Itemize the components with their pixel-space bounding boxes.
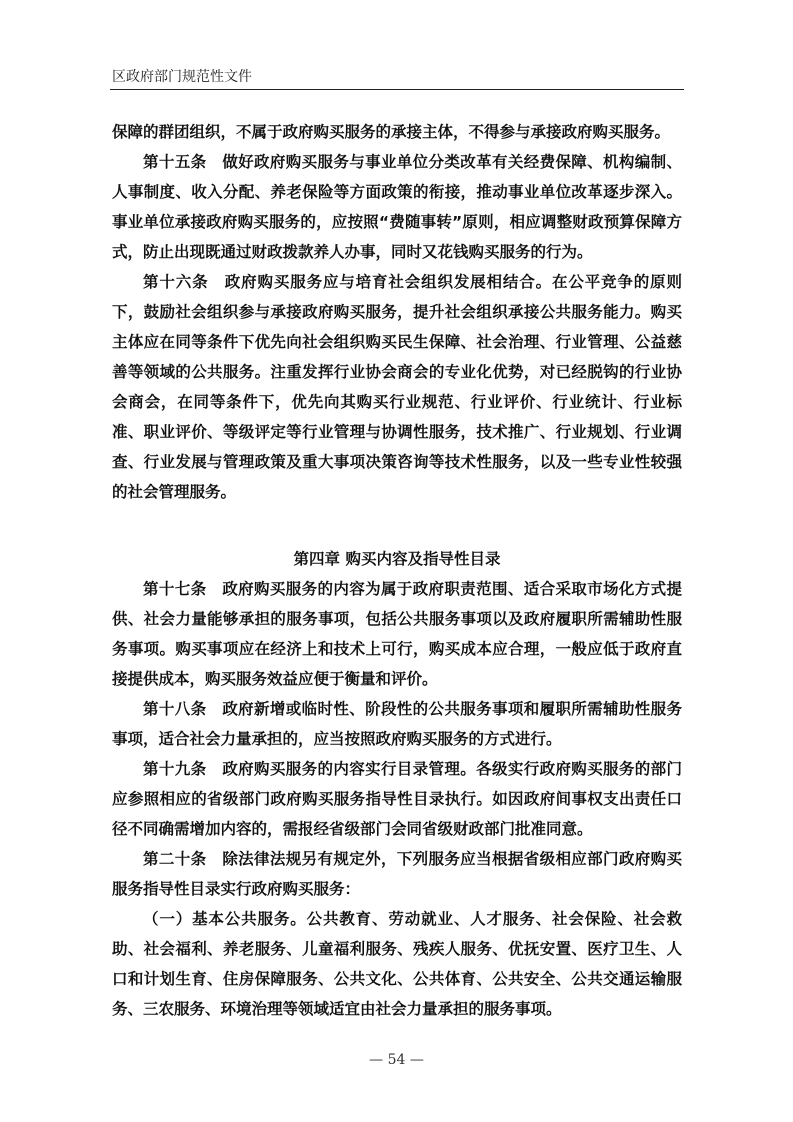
- article-16: 第十六条 政府购买服务应与培育社会组织发展相结合。在公平竞争的原则下，鼓励社会组织参与承接政府购买服务，提升社会组织承接公共服务能力。购买主体应在同等条件下优先向社会组织购买民生保障、社会治理、行业管理、公益慈善等领域的公共服务。注重发挥行业协会商会的专业化优势，对已经脱钩的行业协会商会，在同等条件下，优先向其购买行业规范、行业评价、行业统计、行业标准、职业评价、等级评定等行业管理与协调性服务，技术推广、行业规划、行业调查、行业发展与管理政策及重大事项决策咨询等技术性服务，以及一些专业性较强的社会管理服务。: [112, 273, 682, 501]
- article-15: 第十五条 做好政府购买服务与事业单位分类改革有关经费保障、机构编制、人事制度、收入分配、养老保险等方面政策的衔接，推动事业单位改革逐步深入。事业单位承接政府购买服务的，应按照“费随事转”原则，相应调整财政预算保障方式，防止出现既通过财政拨款养人办事，同时又花钱购买服务的行为。: [112, 153, 682, 261]
- article-17: 第十七条 政府购买服务的内容为属于政府职责范围、适合采取市场化方式提供、社会力量能够承担的服务事项，包括公共服务事项以及政府履职所需辅助性服务事项。购买事项应在经济上和技术上可行，购买成本应合理，一般应低于政府直接提供成本，购买服务效益应便于衡量和评价。: [112, 580, 682, 688]
- page-number: — 54 —: [369, 1052, 424, 1068]
- article-20: 第二十条 除法律法规另有规定外，下列服务应当根据省级相应部门政府购买服务指导性目录实行政府购买服务：: [112, 850, 682, 898]
- paragraph-continued: 保障的群团组织，不属于政府购买服务的承接主体，不得参与承接政府购买服务。: [112, 123, 671, 141]
- running-header: 区政府部门规范性文件: [112, 69, 252, 85]
- article-18: 第十八条 政府新增或临时性、阶段性的公共服务事项和履职所需辅助性服务事项，适合社会力量承担的，应当按照政府购买服务的方式进行。: [112, 700, 682, 748]
- section-gap: [112, 507, 682, 544]
- chapter-title: 第四章 购买内容及指导性目录: [293, 550, 501, 568]
- article-20-item-1: （一）基本公共服务。公共教育、劳动就业、人才服务、社会保险、社会救助、社会福利、养老服务、儿童福利服务、残疾人服务、优抚安置、医疗卫生、人口和计划生育、住房保障服务、公共文化、公共体育、公共安全、公共交通运输服务、三农服务、环境治理等领域适宜由社会力量承担的服务事项。: [112, 910, 682, 1018]
- document-body: [112, 117, 682, 1024]
- article-19: 第十九条 政府购买服务的内容实行目录管理。各级实行政府购买服务的部门应参照相应的省级部门政府购买服务指导性目录执行。如因政府间事权支出责任口径不同确需增加内容的，需报经省级部门会同省级财政部门批准同意。: [112, 760, 682, 838]
- header-rule: [110, 89, 684, 90]
